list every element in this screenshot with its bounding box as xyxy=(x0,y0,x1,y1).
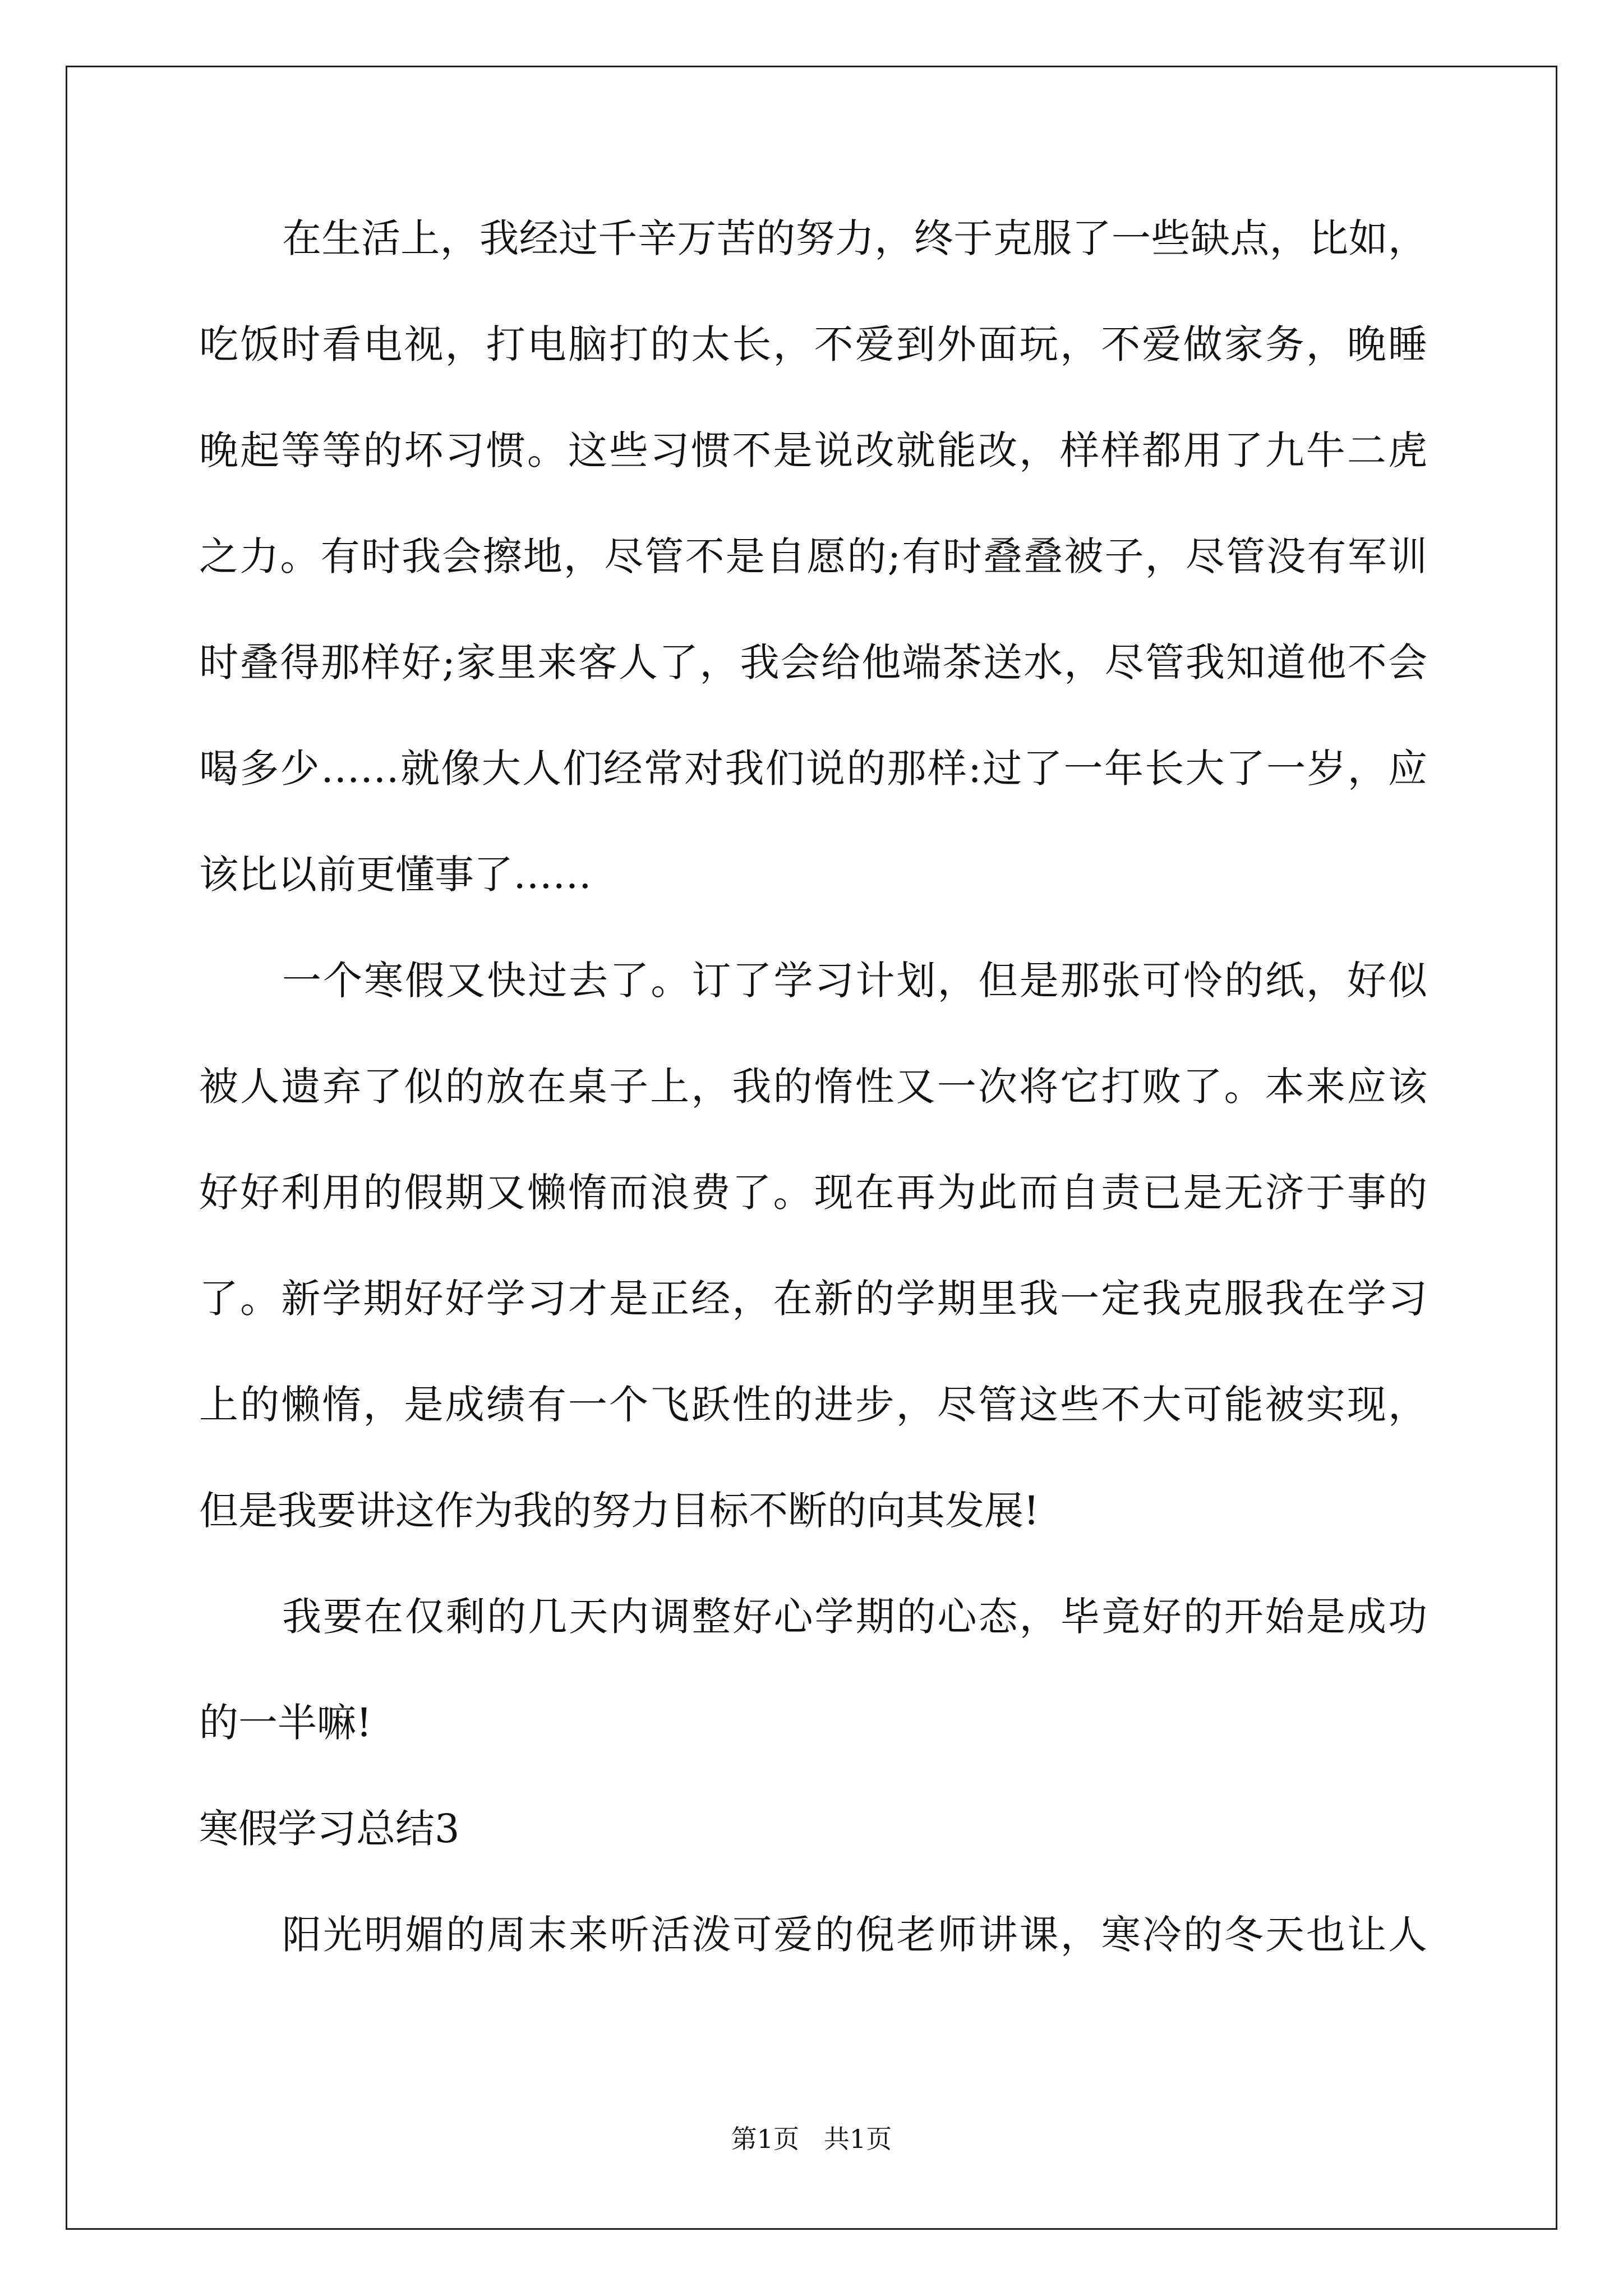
paragraph-line: 上的懒惰，是成绩有一个飞跃性的进步，尽管这些不大可能被实现， xyxy=(199,1382,1427,1428)
paragraph-line: 我要在仅剩的几天内调整好心学期的心态，毕竟好的开始是成功 xyxy=(282,1594,1427,1640)
paragraph-line: 了。新学期好好学习才是正经，在新的学期里我一定我克服我在学习 xyxy=(199,1276,1427,1322)
paragraph-line: 该比以前更懂事了…… xyxy=(199,852,592,898)
paragraph-line: 但是我要讲这作为我的努力目标不断的向其发展! xyxy=(199,1488,1040,1534)
paragraph-line: 晚起等等的坏习惯。这些习惯不是说改就能改，样样都用了九牛二虎 xyxy=(199,427,1427,473)
paragraph-line: 好好利用的假期又懒惰而浪费了。现在再为此而自责已是无济于事的 xyxy=(199,1170,1427,1216)
paragraph-line: 时叠得那样好;家里来客人了，我会给他端茶送水，尽管我知道他不会 xyxy=(199,639,1427,685)
paragraph-line: 一个寒假又快过去了。订了学习计划，但是那张可怜的纸，好似 xyxy=(282,958,1427,1004)
page-footer: 第1页 共1页 xyxy=(731,2124,892,2154)
paragraph-line: 在生活上，我经过千辛万苦的努力，终于克服了一些缺点，比如， xyxy=(282,215,1427,261)
paragraph-line: 吃饭时看电视，打电脑打的太长，不爱到外面玩，不爱做家务，晚睡 xyxy=(199,321,1427,367)
paragraph-line: 阳光明媚的周末来听活泼可爱的倪老师讲课，寒冷的冬天也让人 xyxy=(282,1912,1427,1958)
paragraph-line: 的一半嘛! xyxy=(199,1700,372,1746)
paragraph-line: 喝多少……就像大人们经常对我们说的那样:过了一年长大了一岁，应 xyxy=(199,746,1427,792)
paragraph-line: 被人遗弃了似的放在桌子上，我的惰性又一次将它打败了。本来应该 xyxy=(199,1064,1427,1110)
paragraph-line: 之力。有时我会擦地，尽管不是自愿的;有时叠叠被子，尽管没有军训 xyxy=(199,533,1427,579)
document-body xyxy=(199,215,1427,2021)
section-heading: 寒假学习总结3 xyxy=(199,1806,460,1852)
